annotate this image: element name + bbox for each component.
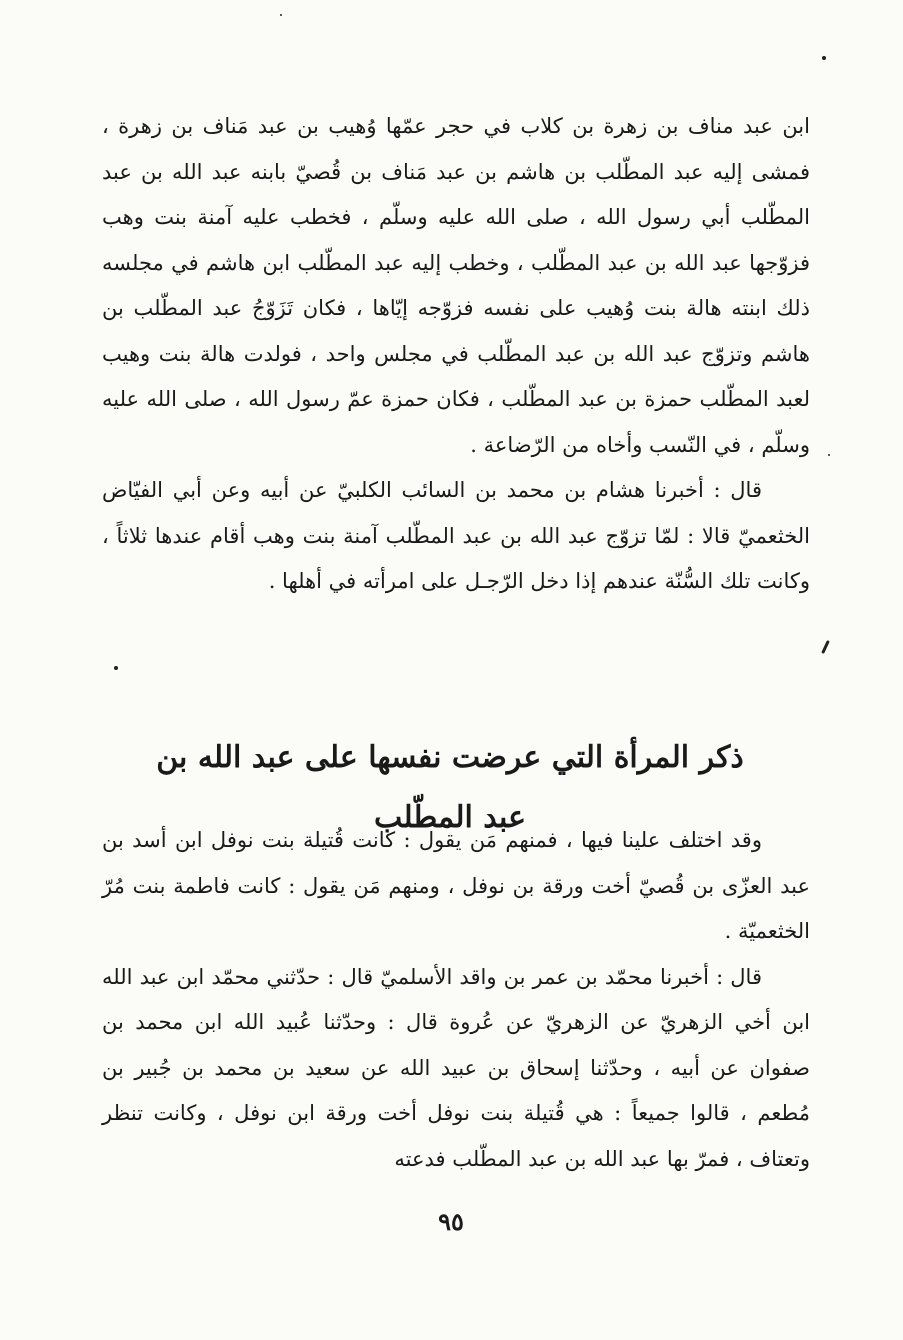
- scan-speck: [280, 14, 282, 16]
- scan-speck: [828, 454, 830, 456]
- paragraph-disagreement: وقد اختلف علينا فيها ، فمنهم مَن يقول : كانت قُتيلة بنت نوفل ابن أسد بن عبد العزّى بن قُصيّ أخت ورقة بن نوفل ، ومنهم مَن يقول : كانت فاطمة بنت مُرّ الخثعميّة .: [102, 828, 810, 943]
- scan-speck: [822, 56, 826, 60]
- section-heading: ذكر المرأة التي عرضت نفسها على عبد الله بن عبد المطّلب: [156, 740, 744, 835]
- scan-speck: [821, 640, 830, 654]
- paragraph-hisham-report: قال : أخبرنا هشام بن محمد بن السائب الكلبيّ عن أبيه وعن أبي الفيّاض الخثعميّ قالا : لمّا تزوّج عبد الله بن عبد المطّلب آمنة بنت وهب أقام عندها ثلاثاً ، وكانت تلك السُّنّة عندهم إذا دخل الرّجـل على امرأته في أهلها .: [102, 478, 810, 593]
- top-text-block: [102, 104, 810, 605]
- scan-speck: [114, 666, 118, 670]
- page-number: ٩٥: [438, 1207, 464, 1236]
- bottom-text-block: [102, 818, 810, 1182]
- paragraph-waqidi-report: قال : أخبرنا محمّد بن عمر بن واقد الأسلميّ قال : حدّثني محمّد ابن عبد الله ابن أخي الزهريّ عن الزهريّ عن عُروة قال : وحدّثنا عُبيد الله ابن محمد بن صفوان عن أبيه ، وحدّثنا إسحاق بن عبيد الله عن سعيد بن محمد بن جُبير بن مُطعم ، قالوا جميعاً : هي قُتيلة بنت نوفل أخت ورقة ابن نوفل ، وكانت تنظر وتعتاف ، فمرّ بها عبد الله بن عبد المطّلب فدعته: [102, 964, 810, 1171]
- paragraph-marriage-account: ابن عبد مناف بن زهرة بن كلاب في حجر عمّها وُهيب بن عبد مَناف بن زهرة ، فمشى إليه عبد المطّلب بن هاشم بن عبد مَناف بن قُصيّ بابنه عبد الله بن عبد المطّلب أبي رسول الله ، صلى الله عليه وسلّم ، فخطب عليه آمنة بنت وهب فزوّجها عبد الله بن عبد المطّلب ، وخطب إليه عبد المطّلب ابن هاشم في مجلسه ذلك ابنته هالة بنت وُهيب على نفسه فزوّجه إيّاها ، فكان تَزَوّجُ عبد المطّلب بن هاشم وتزوّج عبد الله بن عبد المطّلب في مجلس واحد ، فولدت هالة بنت وهيب لعبد المطّلب حمزة بن عبد المطّلب ، فكان حمزة عمّ رسول الله ، صلى الله عليه وسلّم ، في النّسب وأخاه من الرّضاعة .: [102, 114, 810, 457]
